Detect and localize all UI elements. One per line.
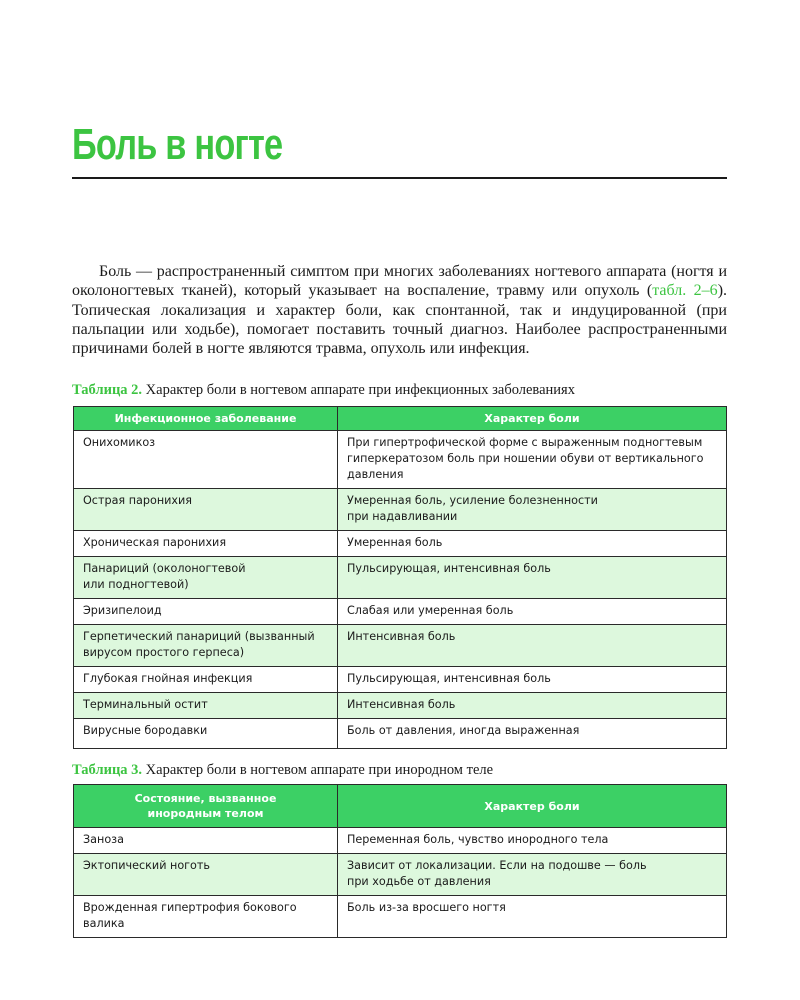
table-cell-pain: Интенсивная боль (338, 693, 727, 719)
table-cell-pain: Умеренная боль, усиление болезненности при надавливании (338, 489, 727, 531)
table-cell-pain: Пульсирующая, интенсивная боль (338, 557, 727, 599)
table-row (74, 531, 727, 557)
table3-header-condition: Состояние, вызванное инородным телом (74, 785, 338, 828)
table-cell-condition: Онихомикоз (74, 431, 338, 489)
table-cell-condition: Острая паронихия (74, 489, 338, 531)
table-cell-condition: Хроническая паронихия (74, 531, 338, 557)
table-cell-condition: Заноза (74, 828, 338, 854)
table-row (74, 667, 727, 693)
table-row (74, 719, 727, 749)
table-cell-pain: Слабая или умеренная боль (338, 599, 727, 625)
intro-text-end: ). Топическая локализация и характер боли, как спонтанной, так и индуцированной (при пальпации или ходьбе), помогает поставить точный диагноз. Наиболее распространенными причинами болей в ногте являются травма, опухоль или инфекция. (72, 282, 728, 358)
table-row (74, 854, 727, 896)
table-cell-condition: Панариций (околоногтевой или подногтевой) (74, 557, 338, 599)
table-row (74, 557, 727, 599)
page-title: Боль в ногте (72, 120, 283, 169)
title-divider (72, 177, 727, 179)
table-cell-condition: Эризипелоид (74, 599, 338, 625)
table-cell-condition: Врожденная гипертрофия бокового валика (74, 896, 338, 938)
table-cell-condition: Вирусные бородавки (74, 719, 338, 749)
table-cell-pain: Зависит от локализации. Если на подошве — боль при ходьбе от давления (338, 854, 727, 896)
table-row (74, 489, 727, 531)
table2-caption-text: Характер боли в ногтевом аппарате при инфекционных заболеваниях (142, 382, 575, 398)
table-cell-pain: Пульсирующая, интенсивная боль (338, 667, 727, 693)
table3-caption-text: Характер боли в ногтевом аппарате при инородном теле (142, 762, 494, 778)
table-cell-pain: Боль от давления, иногда выраженная (338, 719, 727, 749)
table-cell-condition: Герпетический панариций (вызванный вирусом простого герпеса) (74, 625, 338, 667)
table2-label: Таблица 2. (72, 382, 143, 398)
intro-text-start: Боль — распространенный симптом при многих заболеваниях ногтевого аппарата (ногтя и околоногтевых тканей), который указывает на воспаление, травму или опухоль ( (72, 263, 727, 300)
intro-paragraph (72, 262, 727, 358)
table3-label: Таблица 3. (72, 762, 143, 778)
table-row (74, 431, 727, 489)
table-cell-pain: Переменная боль, чувство инородного тела (338, 828, 727, 854)
table2-header-pain: Характер боли (338, 407, 727, 431)
table-row (74, 599, 727, 625)
table2 (73, 406, 727, 749)
table-cell-condition: Глубокая гнойная инфекция (74, 667, 338, 693)
table2-caption (72, 382, 575, 399)
table3-header-pain: Характер боли (338, 785, 727, 828)
table2-header-disease: Инфекционное заболевание (74, 407, 338, 431)
table-row (74, 693, 727, 719)
table-row (74, 828, 727, 854)
table3-caption (72, 762, 493, 779)
table-row (74, 896, 727, 938)
table-cell-pain: Умеренная боль (338, 531, 727, 557)
table3 (73, 784, 727, 938)
table-cell-pain: Интенсивная боль (338, 625, 727, 667)
table-cell-pain: Боль из-за вросшего ногтя (338, 896, 727, 938)
table-cell-condition: Терминальный остит (74, 693, 338, 719)
table-row (74, 625, 727, 667)
table-cell-condition: Эктопический ноготь (74, 854, 338, 896)
table-cell-pain: При гипертрофической форме с выраженным подногтевым гиперкератозом боль при ношении обуви от вертикального давления (338, 431, 727, 489)
table-reference-link[interactable]: табл. 2–6 (652, 282, 718, 300)
